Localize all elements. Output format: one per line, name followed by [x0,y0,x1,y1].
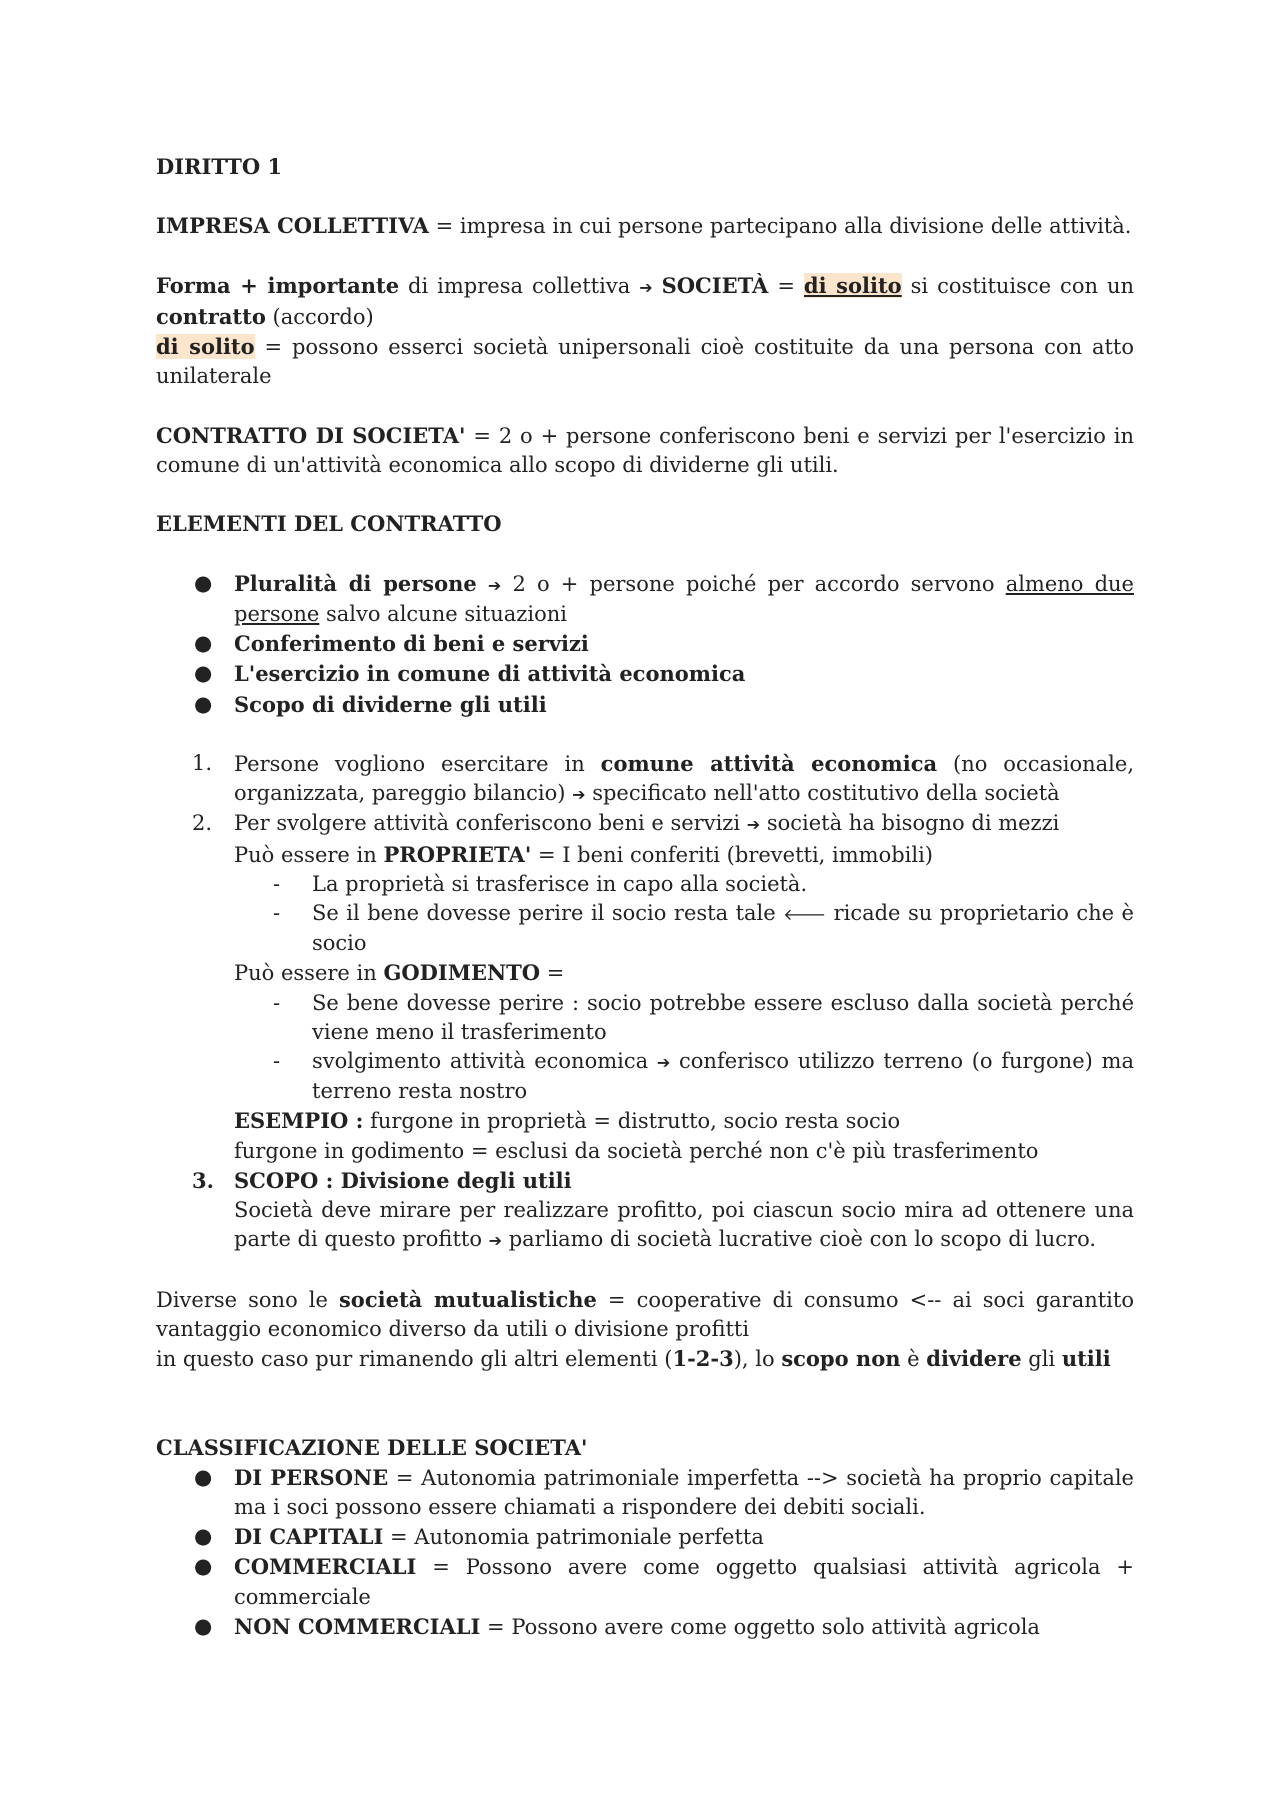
bullet-icon: ● [194,570,213,595]
list-item: ● DI CAPITALI = Autonomia patrimoniale perfetta [156,1522,1134,1552]
page-title: DIRITTO 1 [156,154,283,179]
elementi-heading: ELEMENTI DEL CONTRATTO [156,511,502,537]
impresa-term: IMPRESA COLLETTIVA [156,213,429,239]
list-item: 3. SCOPO : Divisione degli utili Società deve mirare per realizzare profitto, poi ciascun socio mira ad ottenere una parte di questo profitto ➔ parliamo di società lucrative cioè con lo scopo di lucro. [192,1167,1134,1252]
arrow-right-icon: ➔ [746,815,761,835]
list-item: ● L'esercizio in comune di attività economica [156,659,1134,689]
impresa-paragraph: IMPRESA COLLETTIVA = impresa in cui persone partecipano alla divisione delle attività. [156,213,1132,239]
classificazione-list [156,1463,1134,1642]
bullet-icon: ● [194,691,213,716]
godimento-list [234,989,1134,1107]
list-item: - La proprietà si trasferisce in capo alla società. [273,871,808,896]
list-item: ● DI PERSONE = Autonomia patrimoniale imperfetta --> società ha proprio capitale ma i soci possono essere chiamati a rispondere dei debiti sociali. [194,1464,1134,1520]
document-page [156,152,1134,1642]
list-item: 2. Per svolgere attività conferiscono beni e servizi ➔ società ha bisogno di mezzi Può essere in PROPRIETA' = I beni conferiti (brevetti, immobili) - La proprietà si trasferisce in capo alla società. - Se il bene dovesse perire il socio resta tale 🡐 ricade su proprietario che è socio Può essere in GODIMENTO = - Se bene dovesse perire : socio potrebbe essere escluso dalla società perché viene meno il trasferimento - svolgimento attività economica ➔ conferisco utilizzo terreno (o furgone) ma terreno resta nostro ESEMPIO : furgone in proprietà = distrutto, socio resta socio furgone in godimento = esclusi da società perché non c'è più trasferimento [192,811,1134,1163]
elementi-list [156,569,1134,720]
bullet-icon: ● [194,1613,213,1638]
list-item: 1. Persone vogliono esercitare in comune attività economica (no occasionale, organizzata, pareggio bilancio) ➔ specificato nell'atto costitutivo della società [192,750,1134,806]
forma-paragraph: Forma + importante di impresa collettiva ➔ SOCIETÀ = di solito si costituisce con un contratto (accordo) [156,272,1135,329]
arrow-right-icon: ➔ [572,785,586,805]
list-item: - svolgimento attività economica ➔ conferisco utilizzo terreno (o furgone) ma terreno resta nostro [273,1049,1134,1104]
arrow-right-icon: ➔ [656,1053,671,1072]
di-solito-paragraph: di solito = possono esserci società unipersonali cioè costituite da una persona con atto unilaterale [156,334,1134,389]
highlight-di-solito: di solito [803,272,902,298]
proprieta-list [234,870,1134,959]
highlight-di-solito-2: di solito [156,334,255,360]
list-item: ● Conferimento di beni e servizi [156,629,1134,659]
arrow-right-icon: ➔ [487,575,502,595]
list-item: ● Scopo di dividerne gli utili [156,690,1134,720]
list-item: ● NON COMMERCIALI = Possono avere come oggetto solo attività agricola [156,1612,1134,1642]
numbered-list [156,749,1134,1255]
bullet-icon: ● [194,1524,213,1549]
list-item: ● Pluralità di persone ➔ 2 o + persone poiché per accordo servono almeno due persone salvo alcune situazioni [194,570,1134,626]
classificazione-heading: CLASSIFICAZIONE DELLE SOCIETA' [156,1434,588,1460]
list-item: - Se il bene dovesse perire il socio resta tale 🡐 ricade su proprietario che è socio [273,900,1134,956]
mutualistiche-paragraph: Diverse sono le società mutualistiche = cooperative di consumo <-- ai soci garantito vantaggio economico diverso da utili o divisione profitti [156,1286,1134,1341]
list-item: - Se bene dovesse perire : socio potrebbe essere escluso dalla società perché viene meno il trasferimento [273,990,1134,1044]
bullet-icon: ● [194,1464,213,1489]
list-item: ● COMMERCIALI = Possono avere come oggetto qualsiasi attività agricola + commerciale [194,1554,1134,1609]
mutualistiche-note: in questo caso pur rimanendo gli altri elementi (1-2-3), lo scopo non è dividere gli utili [156,1346,1111,1372]
contratto-paragraph: CONTRATTO DI SOCIETA' = 2 o + persone conferiscono beni e servizi per l'esercizio in comune di un'attività economica allo scopo di dividerne gli utili. [156,422,1134,477]
arrow-right-icon: ➔ [639,277,653,297]
bullet-icon: ● [194,631,213,656]
arrow-left-icon: 🡐 [783,904,827,924]
bullet-icon: ● [194,661,213,686]
arrow-right-icon: ➔ [488,1231,503,1251]
bullet-icon: ● [194,1554,213,1579]
